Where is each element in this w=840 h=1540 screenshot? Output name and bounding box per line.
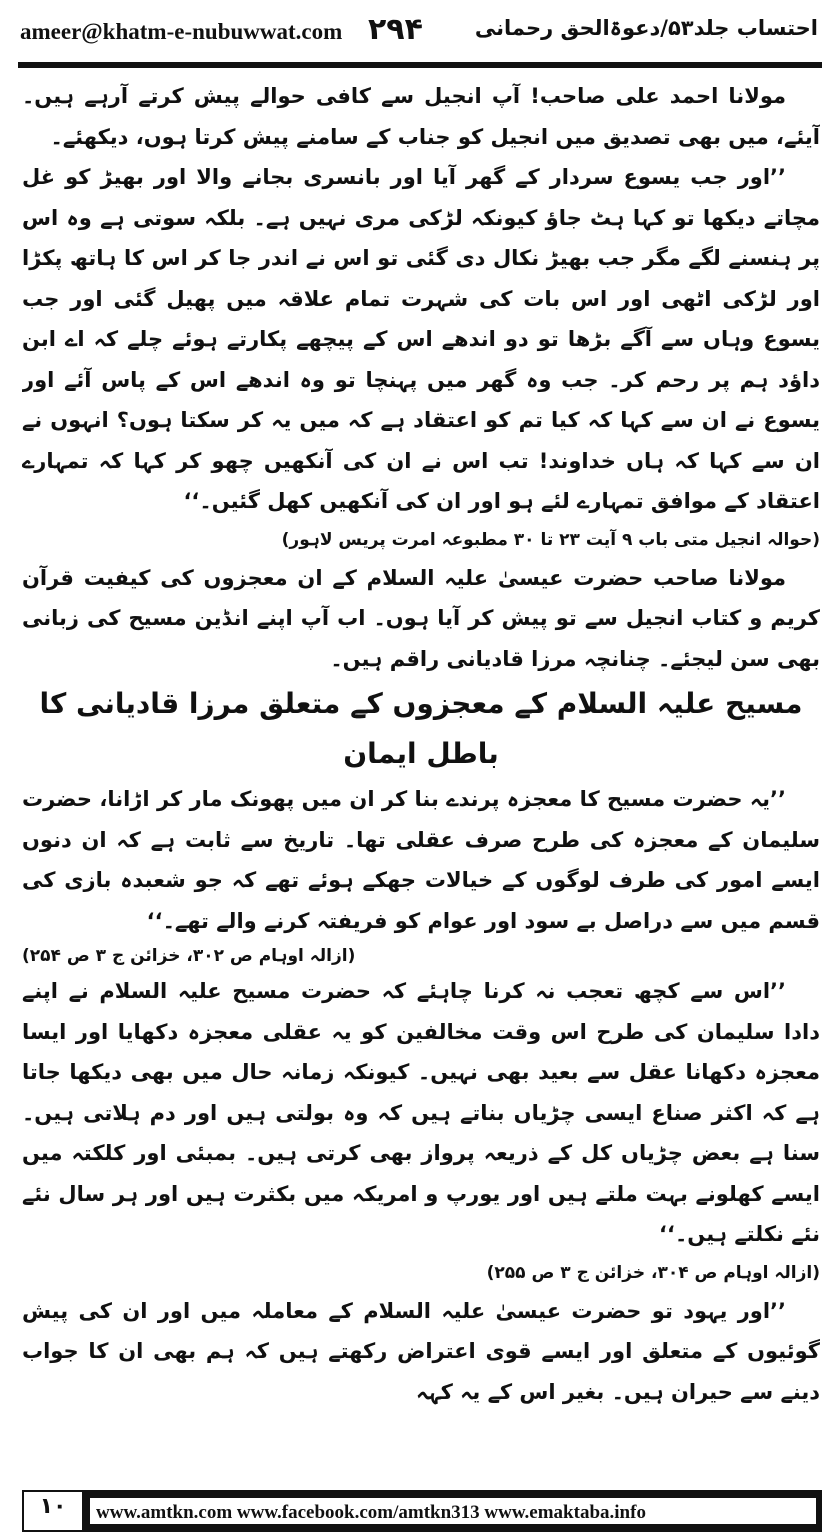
gospel-reference: (حوالہ انجیل متی باب ۹ آیت ۲۳ تا ۳۰ مطبوعہ امرت پریس لاہور) — [281, 529, 820, 550]
header-page-number: ۲۹۴ — [368, 12, 423, 47]
header-rule — [18, 62, 822, 68]
page-body — [22, 76, 820, 1456]
header-email: ameer@khatm-e-nubuwwat.com — [20, 19, 343, 44]
body-paragraph-intro: مولانا احمد علی صاحب! آپ انجیل سے کافی حوالے پیش کرتے آرہے ہیں۔ آیئے، میں بھی تصدیق میں انجیل کو جناب کے سامنے پیش کرتا ہوں، دیکھئے۔ — [22, 84, 820, 149]
mirza-quote-3: ’’اور یہود تو حضرت عیسیٰ علیہ السلام کے معاملہ میں اور ان کی پیش گوئیوں کے متعلق اور ایسے قوی اعتراض رکھتے ہیں کہ ہم بھی ان کا جواب دینے سے حیران ہیں۔ بغیر اس کے یہ کہہ — [22, 1298, 820, 1404]
footer-page-box — [22, 1490, 84, 1532]
mirza-quote-1: ’’یہ حضرت مسیح کا معجزہ پرندے بنا کر ان میں پھونک مار کر اڑانا، حضرت سلیمان کے معجزہ کی طرح صرف عقلی تھا۔ تاریخ سے ثابت ہے کہ ان دنوں ایسے امور کی طرف لوگوں کے خیالات جھکے ہوئے تھے کہ جو شعبدہ بازی کی قسم میں سے دراصل بے سود اور عوام کو فریفتہ کرنے والے تھے۔‘‘ — [22, 787, 820, 933]
footer-page-index: ۱۰ — [39, 1494, 67, 1519]
mirza-reference-1: (ازالہ اوہام ص ۳۰۲، خزائن ج ۳ ص ۲۵۴) — [22, 946, 356, 966]
page-header — [0, 0, 840, 70]
mirza-quote-2: ’’اس سے کچھ تعجب نہ کرنا چاہئے کہ حضرت مسیح علیہ السلام نے اپنے دادا سلیمان کی طرح اس وقت مخالفین کو یہ عقلی معجزہ دکھایا اور ایسا معجزہ دکھانا عقل سے بعید بھی نہیں۔ کیونکہ زمانہ حال میں بھی دیکھا جاتا ہے کہ اکثر صناع ایسی چڑیاں بناتے ہیں کہ وہ بولتی ہیں اور دم ہلاتی ہیں۔ سنا ہے بعض چڑیاں کل کے ذریعہ پرواز بھی کرتی ہیں۔ بمبئی اور کلکتہ میں ایسے کھلونے بہت ملتے ہیں اور یورپ و امریکہ میں بکثرت ہیں اور ہر سال نئے نئے نکلتے ہیں۔‘‘ — [22, 979, 820, 1246]
section-heading: مسیح علیہ السلام کے معجزوں کے متعلق مرزا قادیانی کا باطل ایمان — [39, 687, 803, 770]
body-paragraph-transition: مولانا صاحب حضرت عیسیٰ علیہ السلام کے ان معجزوں کی کیفیت قرآن کریم و کتاب انجیل سے تو پیش کر آیا ہوں۔ اب آپ اپنے انڈین مسیح کی زبانی بھی سن لیجئے۔ چنانچہ مرزا قادیانی راقم ہیں۔ — [22, 565, 820, 671]
mirza-reference-2: (ازالہ اوہام ص ۳۰۴، خزائن ج ۳ ص ۲۵۵) — [486, 1262, 820, 1283]
page-footer — [0, 1490, 840, 1540]
header-book-title: احتساب جلد۵۳/دعوۃالحق رحمانی — [474, 16, 818, 40]
footer-links[interactable]: www.amtkn.com www.facebook.com/amtkn313 www.emaktaba.info — [96, 1502, 646, 1523]
gospel-quote: ’’اور جب یسوع سردار کے گھر آیا اور بانسری بجانے والا اور بھیڑ کو غل مچاتے دیکھا تو کہا ہٹ جاؤ کیونکہ لڑکی مری نہیں ہے۔ بلکہ سوتی ہے وہ اس پر ہنسنے لگے مگر جب بھیڑ نکال دی گئی تو اس نے اندر جا کر اس کا ہاتھ پکڑا اور لڑکی اٹھی اور اس بات کی شہرت تمام علاقہ میں پھیل گئی اور جب یسوع وہاں سے آگے بڑھا تو دو اندھے اس کے پیچھے پکارتے ہوئے چلے کہ اے ابن داؤد ہم پر رحم کر۔ جب وہ گھر میں پہنچا تو وہ اندھے اس کے پاس آئے اور یسوع نے ان سے کہا کہ کیا تم کو اعتقاد ہے کہ میں یہ کر سکتا ہوں؟ انہوں نے ان سے کہا کہ ہاں خداوند! تب اس نے ان کی آنکھیں چھو کر کہا کہ تمہارے اعتقاد کے موافق تمہارے لئے ہو اور ان کی آنکھیں کھل گئیں۔‘‘ — [22, 165, 820, 513]
